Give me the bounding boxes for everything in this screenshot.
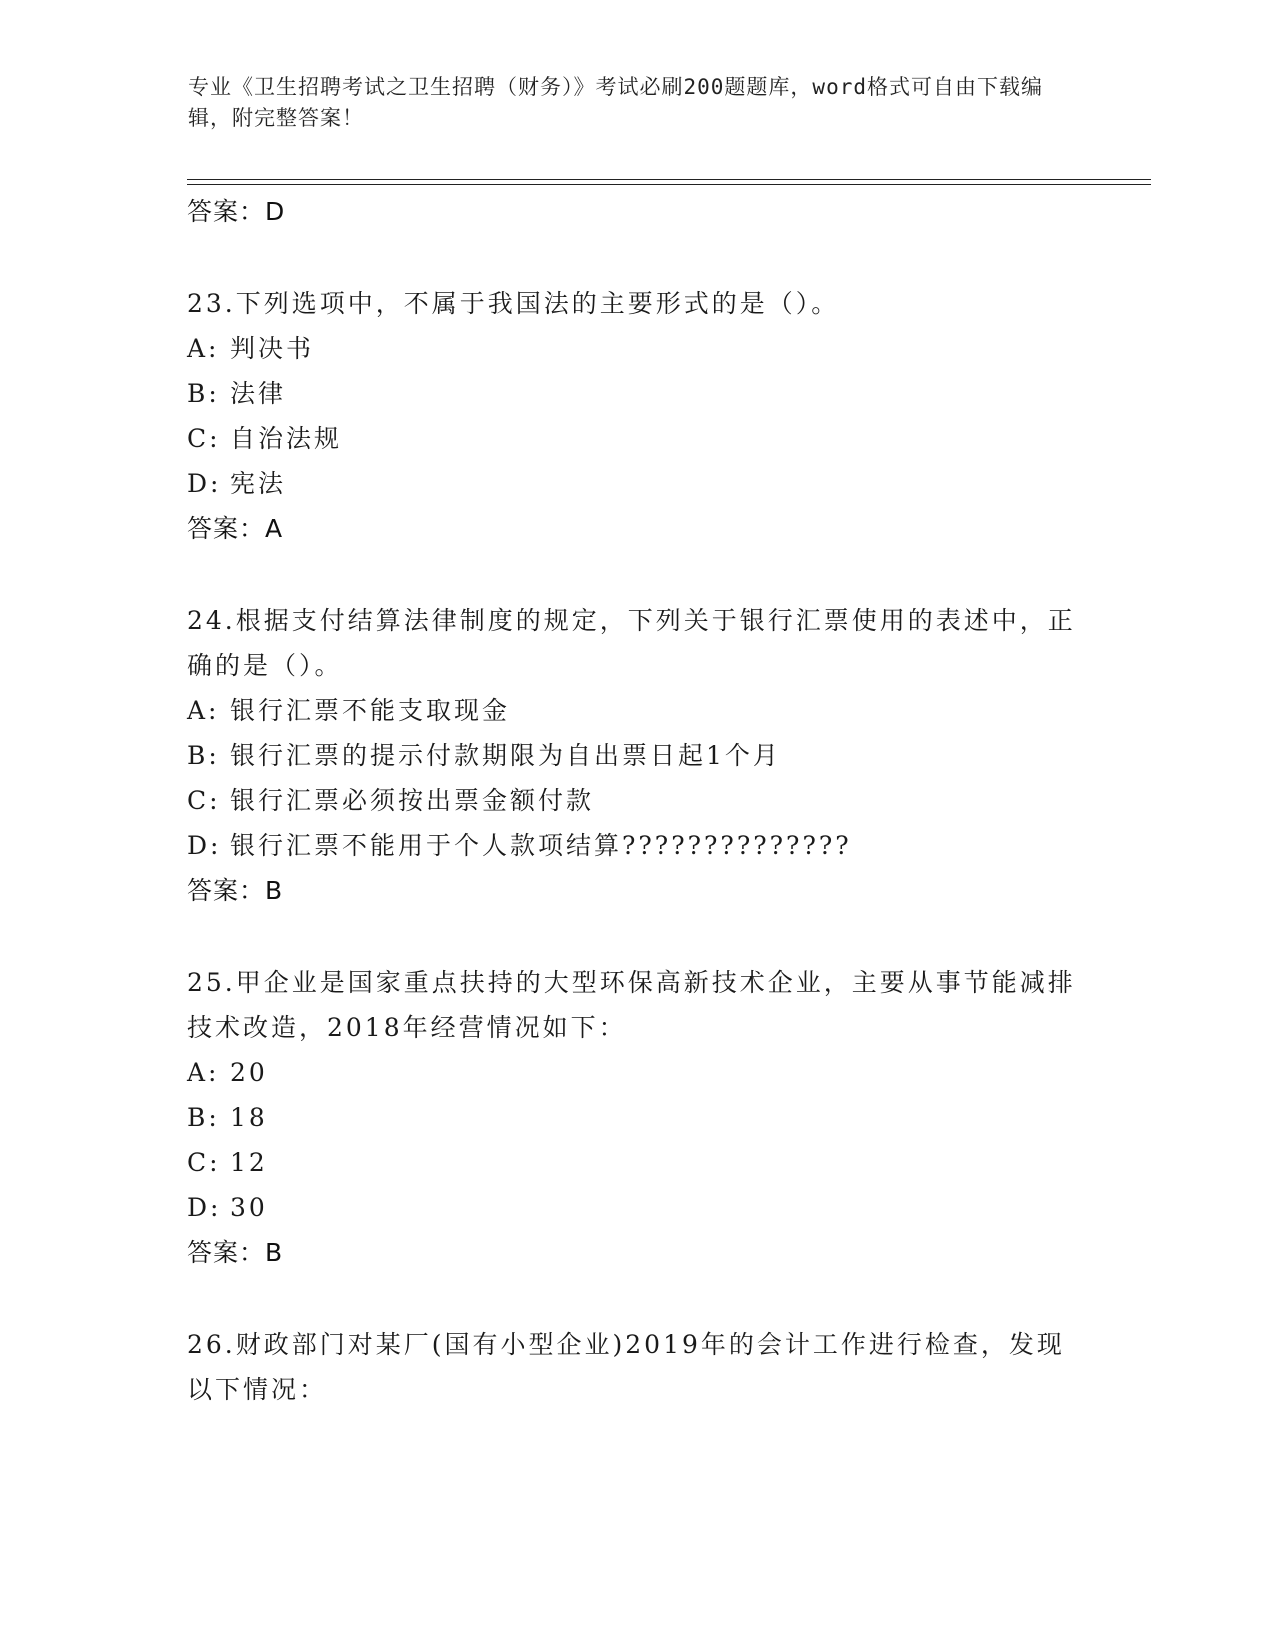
document-header: 专业《卫生招聘考试之卫生招聘（财务）》考试必刷200题题库，word格式可自由下载编辑，附完整答案！ [188, 75, 1043, 130]
option-a [187, 326, 1087, 371]
option-a [187, 688, 1087, 733]
option-b [187, 1095, 1087, 1140]
option-text: 法律 [230, 379, 287, 408]
question-item [187, 1322, 1087, 1412]
option-a [187, 1050, 1087, 1095]
option-text: 20 [230, 1058, 268, 1087]
header-divider-top [187, 179, 1151, 180]
question-text: 24.根据支付结算法律制度的规定，下列关于银行汇票使用的表述中，正确的是（）。 [187, 606, 1076, 680]
option-text: 30 [230, 1193, 268, 1222]
option-key: B: [187, 1103, 220, 1132]
option-c [187, 778, 1087, 823]
option-key: A: [187, 696, 220, 725]
answer-line: 答案：B [187, 876, 284, 905]
option-text: 自治法规 [230, 424, 343, 453]
option-d [187, 461, 1087, 506]
answer-line: 答案：B [187, 1238, 284, 1267]
question-item [187, 281, 1087, 551]
option-b [187, 371, 1087, 416]
answer-line: 答案：A [187, 514, 284, 543]
header-divider-bottom [187, 184, 1151, 185]
option-text: 12 [230, 1148, 268, 1177]
question-list [187, 189, 1087, 1412]
option-text: 银行汇票不能支取现金 [230, 696, 511, 725]
option-b [187, 733, 1087, 778]
option-key: A: [187, 1058, 220, 1087]
option-d [187, 823, 1087, 868]
question-text: 25.甲企业是国家重点扶持的大型环保高新技术企业，主要从事节能减排技术改造，2018年经营情况如下： [187, 968, 1076, 1042]
option-key: B: [187, 741, 220, 770]
question-text: 23.下列选项中，不属于我国法的主要形式的是（）。 [187, 289, 840, 318]
question-item [187, 960, 1087, 1275]
option-c [187, 1140, 1087, 1185]
option-text: 银行汇票必须按出票金额付款 [230, 786, 595, 815]
option-key: D: [187, 469, 222, 498]
option-key: C: [187, 1148, 221, 1177]
option-text: 银行汇票的提示付款期限为自出票日起1个月 [230, 741, 781, 770]
option-key: D: [187, 1193, 222, 1222]
option-text: 判决书 [230, 334, 315, 363]
answer-line: 答案：D [187, 197, 286, 226]
question-text: 26.财政部门对某厂(国有小型企业)2019年的会计工作进行检查，发现以下情况： [187, 1330, 1065, 1404]
option-text: 18 [230, 1103, 268, 1132]
option-c [187, 416, 1087, 461]
option-key: C: [187, 424, 221, 453]
option-key: C: [187, 786, 221, 815]
option-text: 银行汇票不能用于个人款项结算?????????????? [230, 831, 852, 860]
option-d [187, 1185, 1087, 1230]
option-key: B: [187, 379, 220, 408]
option-key: A: [187, 334, 220, 363]
option-key: D: [187, 831, 222, 860]
option-text: 宪法 [230, 469, 287, 498]
question-item [187, 598, 1087, 913]
